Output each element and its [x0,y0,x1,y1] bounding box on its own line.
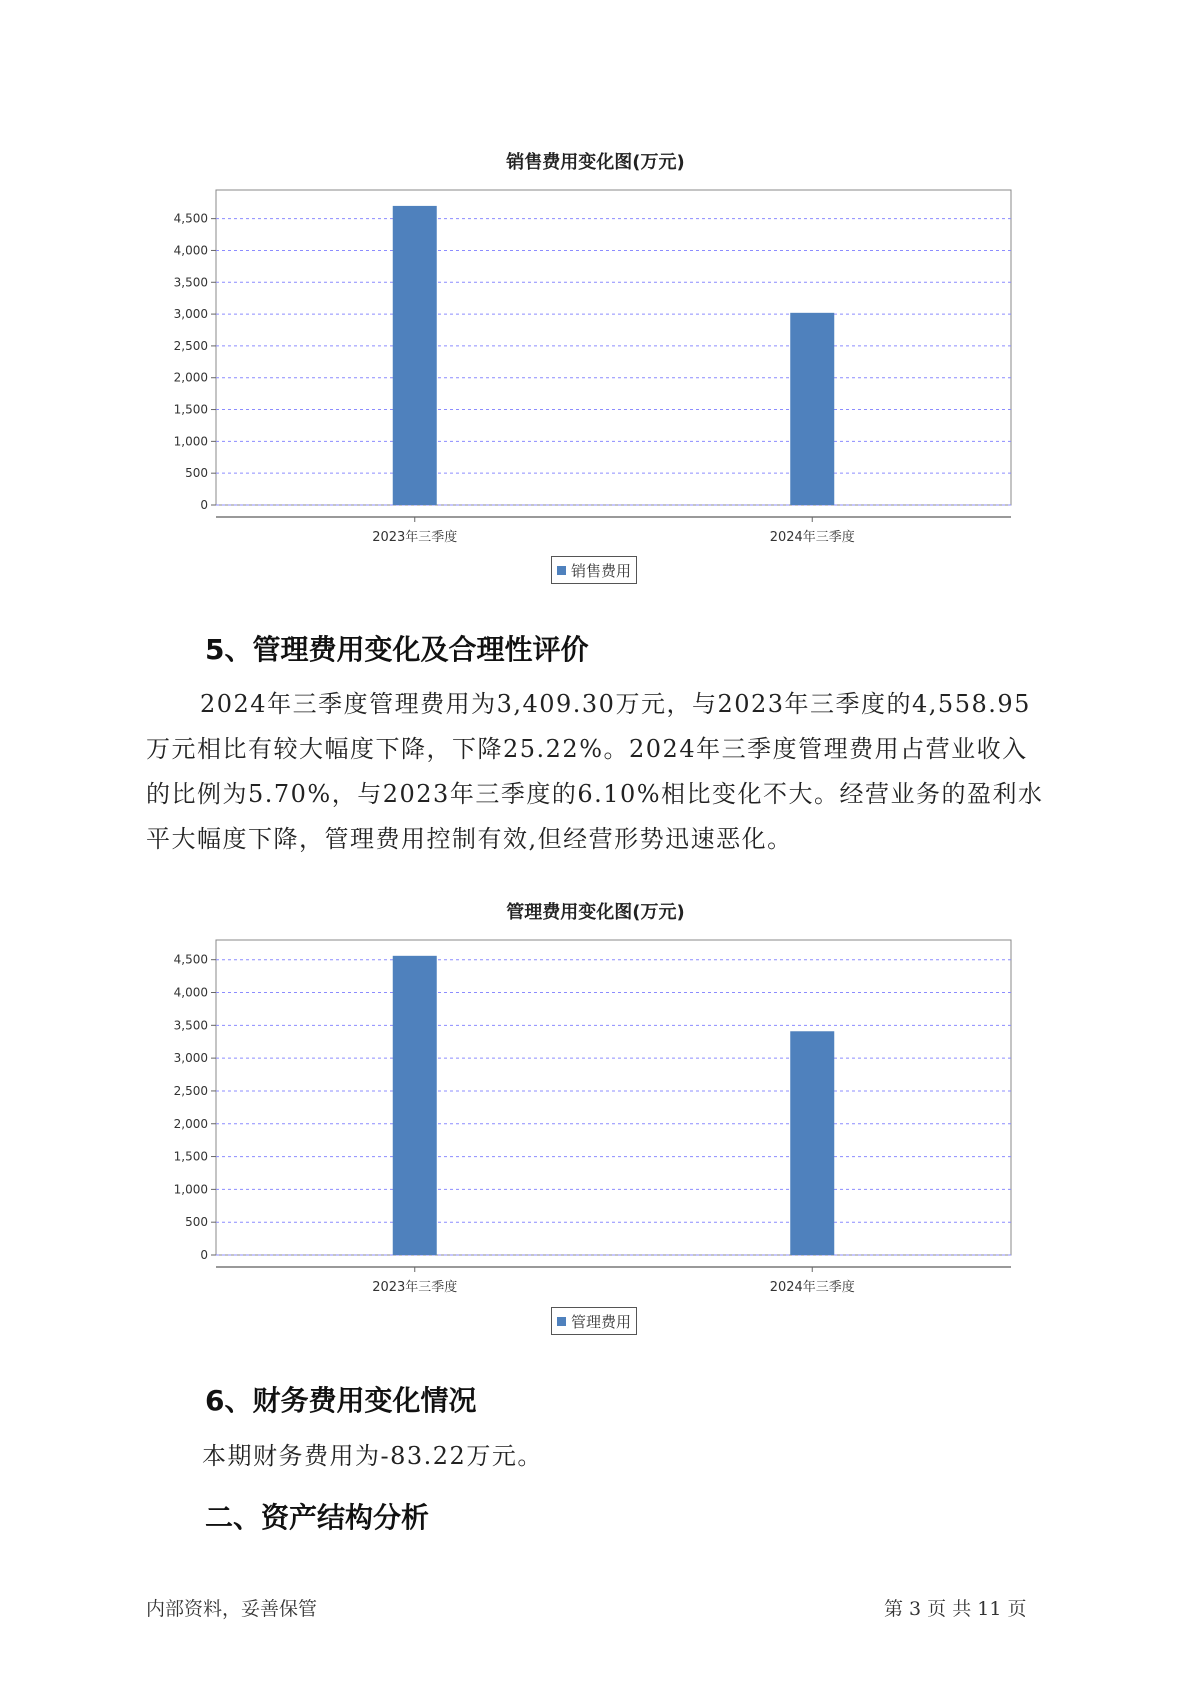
chart2-title: 管理费用变化图(万元) [506,902,685,923]
chart1-legend [551,556,637,584]
legend-swatch-icon [557,566,566,575]
chart1-legend-label: 销售费用 [571,561,632,580]
footer-page-number: 第 3 页 共 11 页 [884,1598,1027,1620]
x-tick-label: 2023年三季度 [372,530,458,545]
y-tick-label: 4,000 [173,985,208,1000]
bar [790,1031,834,1255]
plot-area [216,940,1011,1255]
y-tick-label: 4,500 [173,211,208,226]
y-tick-label: 2,000 [173,370,208,385]
y-tick-label: 1,500 [173,1149,208,1164]
y-tick-label: 2,500 [173,1083,208,1098]
y-tick-label: 3,500 [173,1018,208,1033]
y-tick-label: 0 [200,498,208,512]
y-tick-label: 3,000 [173,307,208,322]
bar [393,956,437,1255]
chart2-legend [551,1307,637,1335]
y-tick-label: 3,500 [173,275,208,290]
section6-heading: 6、财务费用变化情况 [205,1384,477,1417]
chart2-legend-label: 管理费用 [571,1312,632,1331]
x-tick-label: 2023年三季度 [372,1280,458,1295]
y-tick-label: 500 [185,1215,208,1230]
y-tick-label: 1,500 [173,402,208,417]
y-tick-label: 1,000 [173,1182,208,1197]
chart1-title: 销售费用变化图(万元) [506,152,685,173]
section2-heading: 二、资产结构分析 [205,1501,430,1534]
y-tick-label: 2,000 [173,1116,208,1131]
footer-left: 内部资料，妥善保管 [146,1598,318,1620]
section5-paragraph: 2024年三季度管理费用为3,409.30万元，与2023年三季度的4,558.95万元相比有较大幅度下降，下降25.22%。2024年三季度管理费用占营业收入的比例为5.70%，与2023年三季度的6.10%相比变化不大。经营业务的盈利水平大幅度下降，管理费用控制有效,但经营形势迅速恶化。 [146,690,1044,853]
sales-expense-chart [0,180,1191,580]
section5-heading: 5、管理费用变化及合理性评价 [205,633,589,666]
plot-area [216,190,1011,505]
y-tick-label: 2,500 [173,338,208,353]
admin-expense-chart [0,930,1191,1330]
y-tick-label: 0 [200,1248,208,1262]
y-tick-label: 4,000 [173,243,208,258]
section6-paragraph: 本期财务费用为-83.22万元。 [202,1442,543,1470]
y-tick-label: 4,500 [173,952,208,967]
legend-swatch-icon [557,1317,566,1326]
bar [790,313,834,505]
x-tick-label: 2024年三季度 [769,530,855,545]
y-tick-label: 3,000 [173,1051,208,1066]
y-tick-label: 500 [185,466,208,481]
bar [393,206,437,505]
x-tick-label: 2024年三季度 [769,1280,855,1295]
y-tick-label: 1,000 [173,434,208,449]
